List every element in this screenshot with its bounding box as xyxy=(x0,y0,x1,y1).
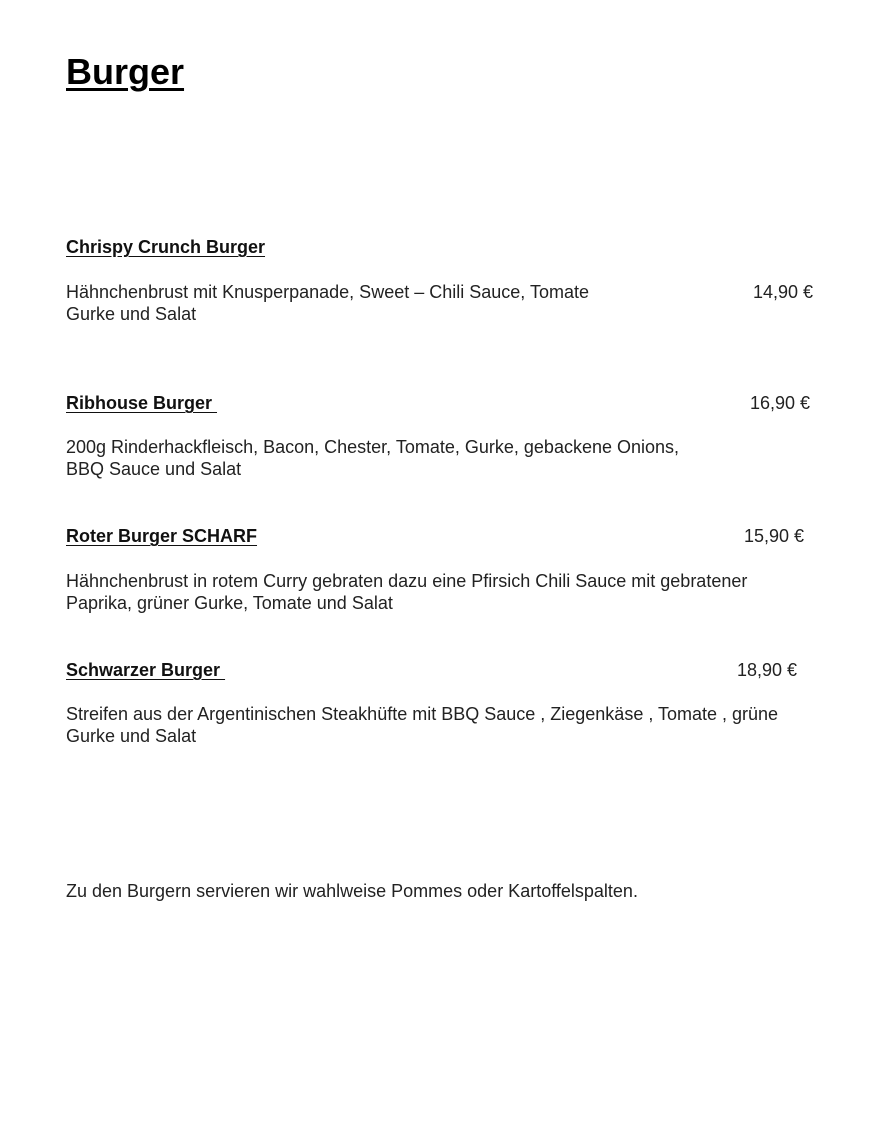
description-line: BBQ Sauce und Salat xyxy=(66,459,242,479)
menu-item-name-roter-scharf: Roter Burger SCHARF xyxy=(66,526,258,546)
menu-item-price-schwarzer: 18,90 € xyxy=(737,660,798,680)
menu-item-price-roter-scharf: 15,90 € xyxy=(744,526,805,546)
side-dish-note: Zu den Burgern servieren wir wahlweise Pommes oder Kartoffelspalten. xyxy=(66,881,638,901)
menu-item-price-ribhouse: 16,90 € xyxy=(750,393,811,413)
description-line: Hähnchenbrust mit Knusperpanade, Sweet – Chili Sauce, Tomate xyxy=(66,282,589,302)
menu-item-name-chrispy-crunch: Chrispy Crunch Burger xyxy=(66,237,266,257)
description-line: 200g Rinderhackfleisch, Bacon, Chester, Tomate, Gurke, gebackene Onions, xyxy=(66,437,680,457)
page-title: Burger xyxy=(66,51,185,92)
menu-item-name-schwarzer: Schwarzer Burger xyxy=(66,660,226,680)
menu-item-price-chrispy-crunch: 14,90 € xyxy=(753,282,814,302)
menu-item-description-roter-scharf xyxy=(66,570,846,614)
description-line: Hähnchenbrust in rotem Curry gebraten dazu eine Pfirsich Chili Sauce mit gebratener xyxy=(66,571,748,591)
menu-item-description-chrispy-crunch xyxy=(66,281,846,325)
menu-item-description-schwarzer xyxy=(66,703,846,747)
menu-item-name-ribhouse: Ribhouse Burger xyxy=(66,393,218,413)
description-line: Streifen aus der Argentinischen Steakhüfte mit BBQ Sauce , Ziegenkäse , Tomate , grüne xyxy=(66,704,779,724)
menu-item-description-ribhouse xyxy=(66,436,846,480)
description-line: Paprika, grüner Gurke, Tomate und Salat xyxy=(66,593,393,613)
description-line: Gurke und Salat xyxy=(66,726,197,746)
description-line: Gurke und Salat xyxy=(66,304,197,324)
